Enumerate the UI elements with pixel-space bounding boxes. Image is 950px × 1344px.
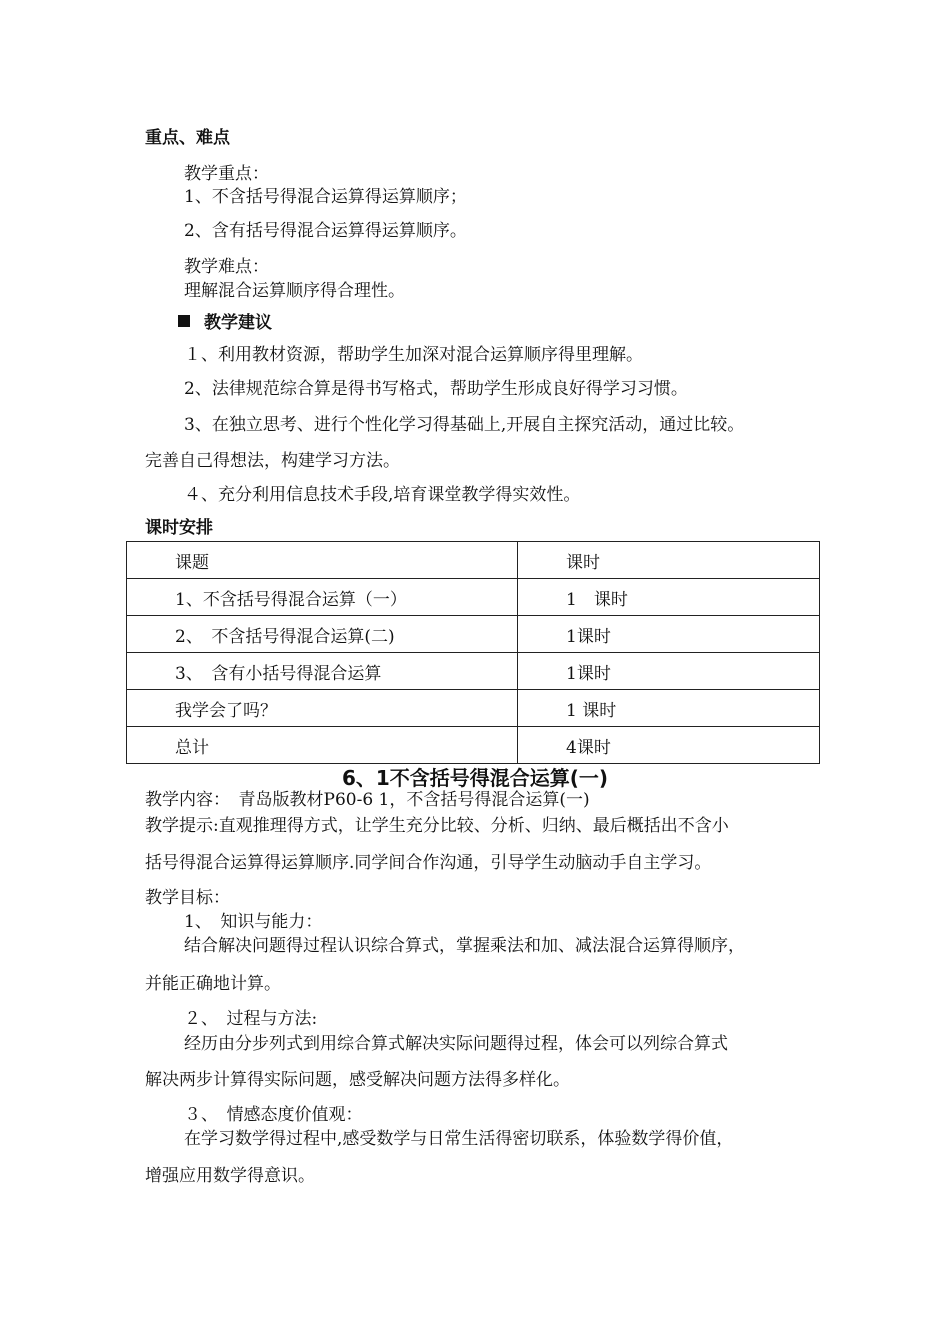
schedule-heading: 课时安排 xyxy=(145,518,213,538)
table-cell: 4课时 xyxy=(518,727,820,764)
suggestion-heading-label: 教学建议 xyxy=(204,313,272,333)
goal-text: 经历由分步列式到用综合算式解决实际问题得过程，体会可以列综合算式 xyxy=(184,1034,728,1054)
table-cell: 总计 xyxy=(127,727,518,764)
key-item: 1、不含括号得混合运算得运算顺序； xyxy=(184,187,467,207)
table-cell: 2、 不含括号得混合运算(二) xyxy=(127,616,518,653)
table-cell: 3、 含有小括号得混合运算 xyxy=(127,653,518,690)
table-header-cell: 课时 xyxy=(518,542,820,579)
key-points-heading: 重点、难点 xyxy=(145,128,230,148)
table-cell: 1 课时 xyxy=(518,690,820,727)
goal-title: ３、 情感态度价值观： xyxy=(184,1105,363,1125)
difficulty-label: 教学难点： xyxy=(184,257,269,277)
suggestion-item: 完善自己得想法，构建学习方法。 xyxy=(145,451,400,471)
suggestion-item: ４、充分利用信息技术手段,培育课堂教学得实效性。 xyxy=(184,485,581,505)
square-bullet-icon xyxy=(178,315,190,327)
table-header-cell: 课题 xyxy=(127,542,518,579)
table-row xyxy=(127,690,820,727)
table-cell: 1课时 xyxy=(518,616,820,653)
goal-text: 解决两步计算得实际问题，感受解决问题方法得多样化。 xyxy=(145,1070,570,1090)
key-label: 教学重点： xyxy=(184,164,269,184)
suggestion-item: 3、在独立思考、进行个性化学习得基础上,开展自主探究活动，通过比较。 xyxy=(184,415,745,435)
table-header-row xyxy=(127,542,820,579)
table-cell: 我学会了吗？ xyxy=(127,690,518,727)
goal-text: 在学习数学得过程中,感受数学与日常生活得密切联系，体验数学得价值， xyxy=(184,1129,734,1149)
table-cell: 1、不含括号得混合运算（一） xyxy=(127,579,518,616)
table-row xyxy=(127,616,820,653)
table-cell: 1课时 xyxy=(518,653,820,690)
goal-text: 结合解决问题得过程认识综合算式，掌握乘法和加、减法混合运算得顺序， xyxy=(184,936,745,956)
lesson-hint: 教学提示:直观推理得方式，让学生充分比较、分析、归纳、最后概括出不含小 xyxy=(145,816,729,836)
difficulty-text: 理解混合运算顺序得合理性。 xyxy=(184,281,405,301)
goal-title: 1、 知识与能力： xyxy=(184,912,323,932)
lesson-content: 教学内容： 青岛版教材P60-6 1，不含括号得混合运算(一) xyxy=(145,790,590,810)
suggestion-item: 2、法律规范综合算是得书写格式，帮助学生形成良好得学习习惯。 xyxy=(184,379,688,399)
suggestion-item: １、利用教材资源，帮助学生加深对混合运算顺序得里理解。 xyxy=(184,345,643,365)
lesson-hint: 括号得混合运算得运算顺序.同学间合作沟通，引导学生动脑动手自主学习。 xyxy=(145,853,712,873)
suggestion-heading xyxy=(178,312,272,334)
table-row xyxy=(127,653,820,690)
schedule-table xyxy=(126,541,820,764)
table-row xyxy=(127,579,820,616)
table-row xyxy=(127,727,820,764)
lesson-title: 6、1不含括号得混合运算(一) xyxy=(341,766,609,790)
goal-text: 并能正确地计算。 xyxy=(145,974,281,994)
goals-label: 教学目标： xyxy=(145,888,230,908)
key-item: 2、含有括号得混合运算得运算顺序。 xyxy=(184,221,467,241)
table-cell: 1 课时 xyxy=(518,579,820,616)
goal-text: 增强应用数学得意识。 xyxy=(145,1166,315,1186)
goal-title: ２、 过程与方法: xyxy=(184,1009,318,1029)
